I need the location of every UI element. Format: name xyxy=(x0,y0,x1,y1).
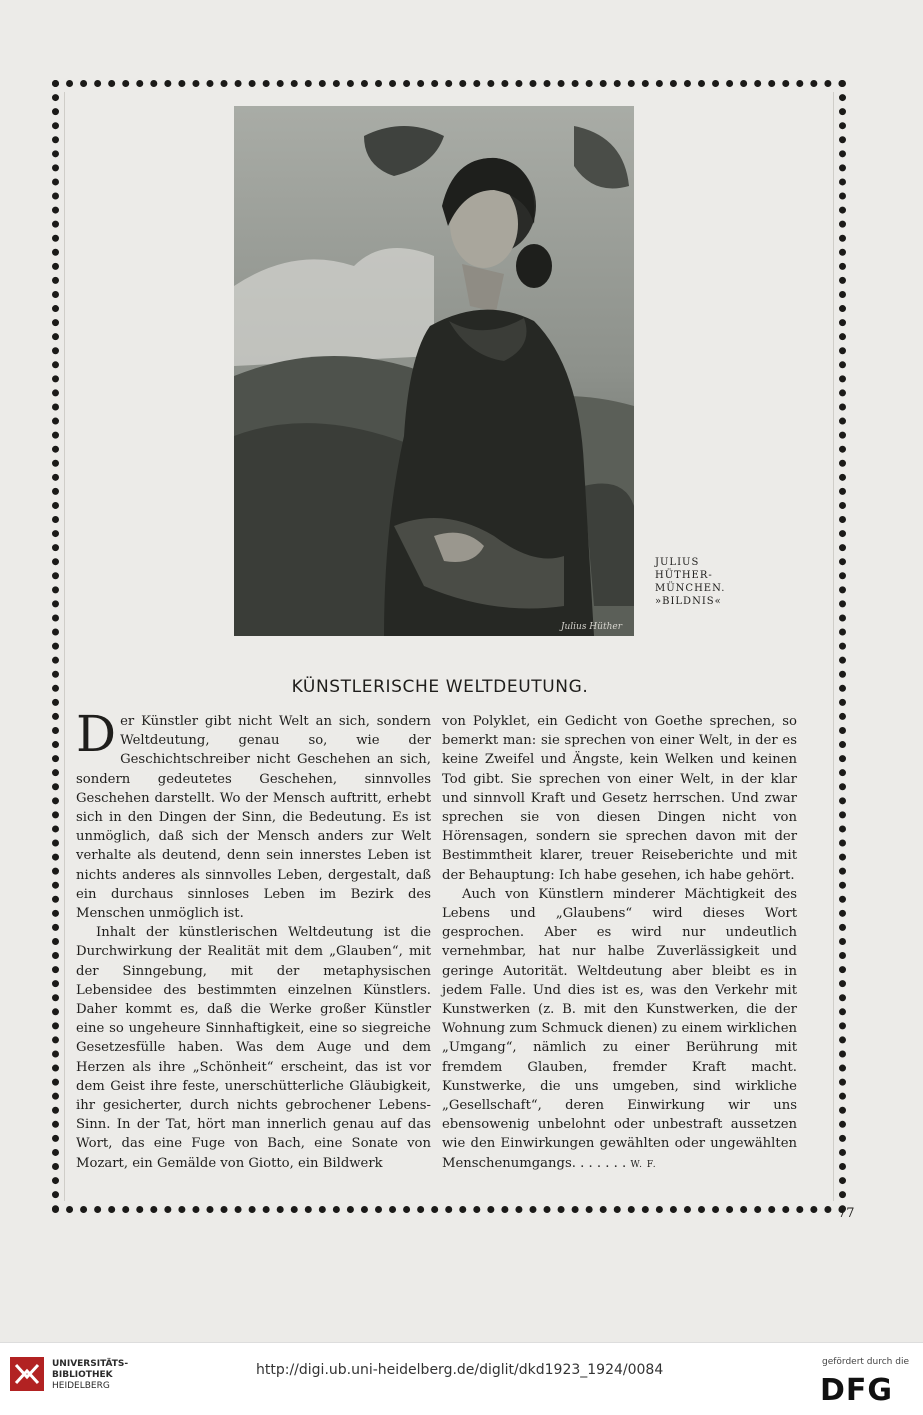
text-column-right xyxy=(442,712,797,1175)
portrait-drawing xyxy=(234,106,634,636)
paragraph xyxy=(442,885,797,1175)
article-title: KÜNSTLERISCHE WELTDEUTUNG. xyxy=(291,677,589,697)
permalink-url[interactable]: http://digi.ub.uni-heidelberg.de/diglit/dkd1923_1924/0084 xyxy=(256,1362,664,1378)
caption-line: MÜNCHEN. xyxy=(655,583,726,594)
text-column-left xyxy=(76,705,431,1173)
page-number: 77 xyxy=(838,1206,855,1221)
paragraph: von Polyklet, ein Gedicht von Goethe sprechen, so bemerkt man: sie sprechen von einer Welt, in der es keine Zweifel und Ängste, kein Welken und keinen Tod gibt. Sie sprechen von einer Welt, in der klar und sinnvoll Kraft und Gesetz herrschen. Und zwar sprechen sie von diesen Dingen nicht von Hörensagen, sondern sie sprechen davon mit der Bestimmtheit klarer, treuer Reiseberichte und mit der Behauptung: Ich habe gesehen, ich habe gehört. xyxy=(442,714,797,883)
author-signature: W. F. xyxy=(630,1159,657,1170)
dfg-logo[interactable]: DFG xyxy=(820,1373,894,1408)
painter-signature: Julius Hüther xyxy=(560,622,622,632)
portrait-illustration xyxy=(234,106,634,636)
paragraph-text: Auch von Künstlern minderer Mächtigkeit des Lebens und „Glaubens“ wird dieses Wort gesprochen. Aber es wird nur undeutlich vernehmbar, hat nur halbe Zuverlässigkeit und geringe Autorität. Weltdeutung aber bleibt es in jedem Falle. Und dies ist es, was den Verkehr mit Kunstwerken (z. B. mit den Kunstwerken, die der Wohnung zum Schmuck dienen) zu einem wirklichen „Umgang“, nämlich zu einer Berührung mit fremdem Glauben, fremder Kraft macht. Kunstwerke, die uns umgeben, sind wirkliche „Gesellschaft“, deren Einwirkung wir uns ebensowenig unbelohnt oder unbestraft aussetzen wie den Einwirkungen gewählten oder ungewählten Menschenumgangs. . . . . . . xyxy=(442,886,797,1171)
library-line: BIBLIOTHEK xyxy=(52,1370,113,1380)
library-line: HEIDELBERG xyxy=(52,1381,110,1391)
library-name xyxy=(52,1359,128,1392)
university-library-logo-icon xyxy=(10,1357,44,1391)
caption-line: HÜTHER- xyxy=(655,570,713,581)
paragraph: Inhalt der künstlerischen Weltdeutung ist die Durchwirkung der Realität mit dem „Glauben“, mit der Sinngebung, mit der metaphysischen Lebensidee des bestimmten einzelnen Künstlers. Daher kommt es, daß die Werke großer Künstler eine so ungeheure Sinnhaftigkeit, eine so siegreiche Gesetzesfülle haben. Was dem Auge und dem Herzen als ihre „Schönheit“ erscheint, das ist vor dem Geist ihre feste, unerschütterliche Gläubigkeit, ihr gesicherter, durch nichts gebrochener Lebens-Sinn. In der Tat, hört man innerlich genau auf das Wort, das eine Fuge von Bach, eine Sonate von Mozart, ein Gemälde von Giotto, ein Bildwerk xyxy=(76,925,431,1171)
caption-line: »BILDNIS« xyxy=(655,596,722,607)
library-line: UNIVERSITÄTS- xyxy=(52,1359,129,1369)
paragraph-text: er Künstler gibt nicht Welt an sich, sondern Weltdeutung, genau so, wie der Geschichtschreiber nicht Geschehen an sich, sondern gedeutetes Geschehen, sinnvolles Geschehen darstellt. Wo der Mensch auftritt, erhebt sich in den Dingen der Sinn, die Bedeutung. Es ist unmöglich, daß sich der Mensch anders zur Welt verhalte als deutend, denn sein innerstes Leben ist nichts anderes als sinnvolles Leben, dergestalt, daß ein durchaus sinnloses Leben im Bezirk des Menschen unmöglich ist. xyxy=(76,714,431,922)
caption-line: JULIUS xyxy=(655,557,700,568)
viewer-footer xyxy=(0,1342,923,1415)
drop-cap: D xyxy=(76,705,117,763)
paragraph xyxy=(76,705,431,923)
funding-label: gefördert durch die xyxy=(822,1357,909,1367)
image-caption xyxy=(655,556,775,608)
